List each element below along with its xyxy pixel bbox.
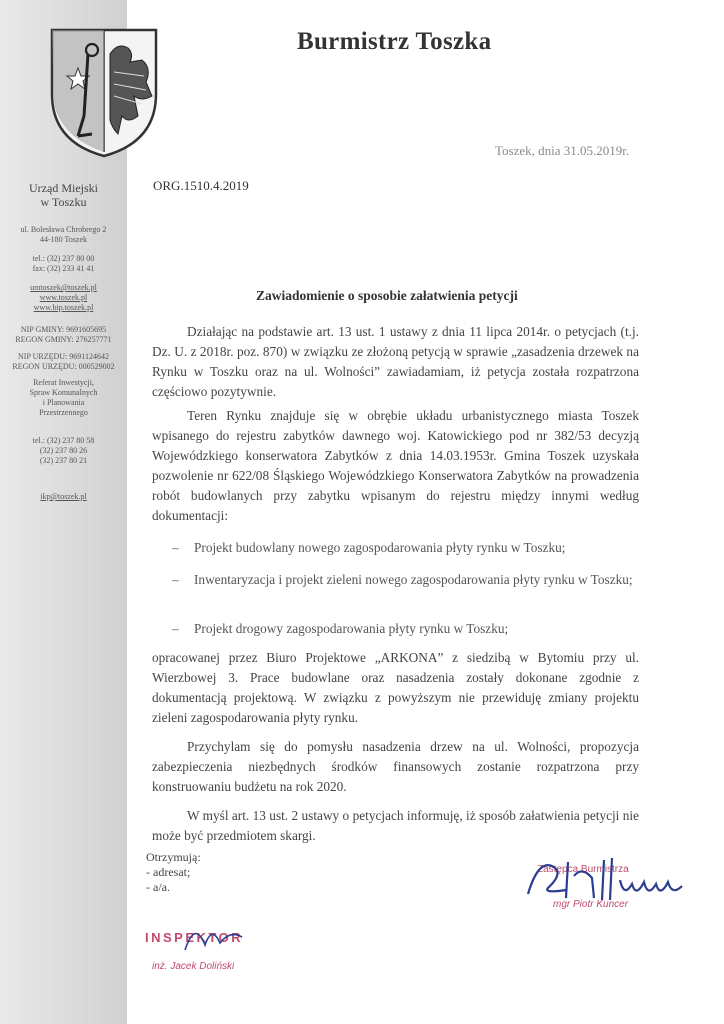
sidebar-tax-ids: NIP GMINY: 9691605695 REGON GMINY: 276257771 xyxy=(15,325,112,344)
deputy-stamp-title: Zastępca Burmistrza xyxy=(537,864,629,875)
inspector-signature-icon xyxy=(180,915,250,960)
letter-heading: Burmistrz Toszka xyxy=(297,28,492,55)
deputy-stamp-name: mgr Piotr Kuncer xyxy=(553,899,629,910)
date-line: Toszek, dnia 31.05.2019r. xyxy=(495,143,630,158)
coat-of-arms-icon xyxy=(48,24,160,160)
sidebar-department: Referat Inwestycji, Spraw Komunalnych i Planowania Przestrzennego xyxy=(29,378,98,417)
sidebar-office-ids: NIP URZĘDU: 9691124642 REGON URZĘDU: 000529002 xyxy=(12,352,115,371)
sidebar-phone: tel.: (32) 237 80 00 fax: (32) 233 41 41 xyxy=(32,254,95,273)
list-item: – Projekt budowlany nowego zagospodarowania płyty rynku w Toszku; xyxy=(172,540,566,555)
paragraph-4: Przychylam się do pomysłu nasadzenia drzew na ul. Wolności, propozycja zabezpieczenia niezbędnych środków finansowych zostanie rozpatrzona przy konstruowaniu budżetu na rok 2020. xyxy=(152,739,639,794)
sidebar-department-phones: tel.: (32) 237 80 58 (32) 237 80 26 (32) 237 80 21 xyxy=(32,436,95,465)
website-link[interactable]: www.toszek.pl xyxy=(39,293,88,302)
sidebar-office-name: Urząd Miejski w Toszku xyxy=(29,181,98,209)
department-email-link[interactable]: ikp@toszek.pl xyxy=(40,492,87,501)
sidebar-contact xyxy=(0,283,127,313)
inspector-stamp-name: inż. Jacek Doliński xyxy=(152,961,235,972)
email-link[interactable]: umtoszek@toszek.pl xyxy=(30,283,97,292)
paragraph-3: opracowanej przez Biuro Projektowe „ARKONA” z siedzibą w Bytomiu przy ul. Wierzbowej 3. Prace budowlane oraz nasadzenia zostały dokonane zgodnie z dokumentacją projektową. W związku z powyższym nie przewiduję zmiany projektu zieleni zagospodarowania płyty rynku. xyxy=(152,650,639,725)
paragraph-2: Teren Rynku znajduje się w obrębie układu urbanistycznego miasta Toszek wpisanego do rejestru zabytków dawnego woj. Katowickiego pod nr 382/53 decyzją Wojewódzkiego konserwatora Zabytków z dnia 14.03.1953r. Gmina Toszek uzyskała pozwolenie nr 622/08 Śląskiego Wojewódzkiego Konserwatora Zabytków na prowadzenia robót budowlanych przy zabytku wpisanym do rejestru między innymi według dokumentacji: xyxy=(152,408,639,523)
list-item: – Inwentaryzacja i projekt zieleni nowego zagospodarowania płyty rynku w Toszku; xyxy=(172,572,633,587)
list-item: – Projekt drogowy zagospodarowania płyty rynku w Toszku; xyxy=(172,621,509,636)
inspector-stamp-title: INSPEKTOR xyxy=(145,930,244,945)
subject-line: Zawiadomienie o sposobie załatwienia petycji xyxy=(256,288,518,303)
sidebar-address: ul. Bolesława Chrobrego 2 44-180 Toszek xyxy=(20,225,107,244)
paragraph-5: W myśl art. 13 ust. 2 ustawy o petycjach informuję, iż sposób załatwienia petycji nie może być przedmiotem skargi. xyxy=(152,808,639,843)
recipients-list: Otrzymują: - adresat; - a/a. xyxy=(146,850,201,894)
mayor-signature-icon xyxy=(520,850,695,910)
reference-number: ORG.1510.4.2019 xyxy=(153,178,249,193)
bip-link[interactable]: www.bip.toszek.pl xyxy=(33,303,94,312)
paragraph-1: Działając na podstawie art. 13 ust. 1 ustawy z dnia 11 lipca 2014r. o petycjach (t.j. Dz. U. z 2018r. poz. 870) w związku ze złożoną petycją w sprawie „zasadzenia drzewek na Rynku w Toszku oraz na ul. Wolności” zawiadamiam, iż petycja została rozpatrzona częściowo pozytywnie. xyxy=(152,324,639,399)
